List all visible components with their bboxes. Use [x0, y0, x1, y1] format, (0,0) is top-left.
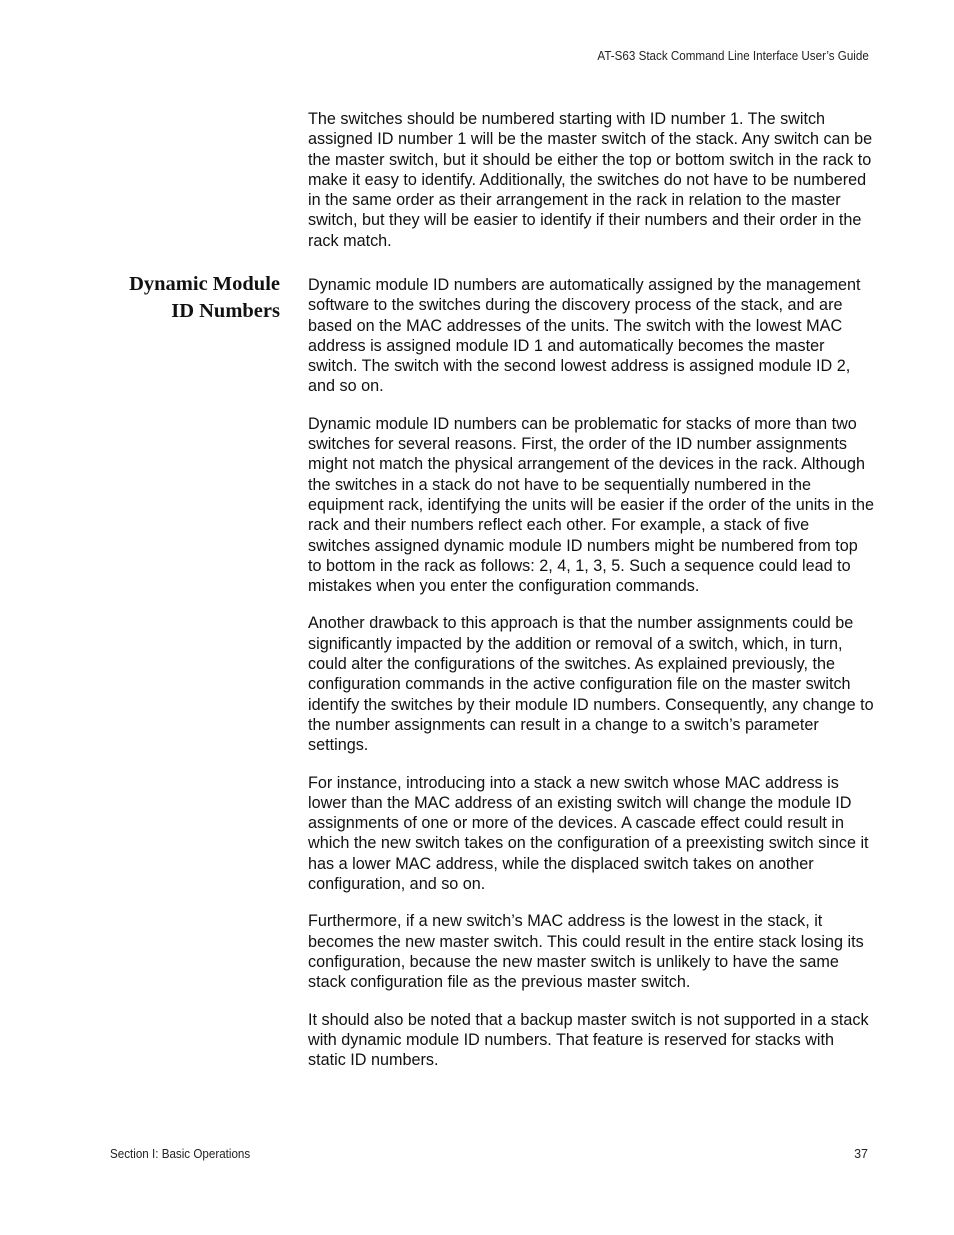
section-paragraph-6: It should also be noted that a backup master switch is not supported in a stack with dynamic module ID numbers. That feature is reserved for stacks with static ID numbers.	[308, 1010, 869, 1070]
intro-paragraph: The switches should be numbered starting with ID number 1. The switch assigned ID number 1 will be the master switch of the stack. Any switch can be the master switch, but it should be either the top or bottom switch in the rack to make it easy to identify. Additionally, the switches do not have to be numbered in the same order as their arrangement in the rack in relation to the master switch, but they will be easier to identify if their numbers and their order in the rack match.	[308, 110, 873, 250]
section-paragraph-1: Dynamic module ID numbers are automatically assigned by the management software to the switches during the discovery process of the stack, and are based on the MAC addresses of the units. The switch with the lowest MAC address is assigned module ID 1 and automatically becomes the master switch. The switch with the second lowest address is assigned module ID 2, and so on.	[308, 276, 861, 396]
section-body	[308, 275, 874, 1070]
section-heading	[80, 271, 280, 325]
intro-text-block	[308, 109, 874, 251]
footer-section-label: Section I: Basic Operations	[110, 1147, 251, 1161]
page-number: 37	[854, 1147, 868, 1161]
section-paragraph-2: Dynamic module ID numbers can be problematic for stacks of more than two switches for several reasons. First, the order of the ID number assignments might not match the physical arrangement of the devices in the rack. Although the switches in a stack do not have to be sequentially numbered in the equipment rack, identifying the units will be easier if the order of the units in the rack and their numbers reflect each other. For example, a stack of five switches assigned dynamic module ID numbers might be numbered from top to bottom in the rack as follows: 2, 4, 1, 3, 5. Such a sequence could lead to mistakes when you enter the configuration commands.	[308, 414, 874, 596]
section-paragraph-3: Another drawback to this approach is that the number assignments could be significantly impacted by the addition or removal of a switch, which, in turn, could alter the configurations of the switches. As explained previously, the configuration commands in the active configuration file on the master switch identify the switches by their module ID numbers. Consequently, any change to the number assignments can result in a change to a switch’s parameter settings.	[308, 614, 874, 755]
running-header: AT-S63 Stack Command Line Interface User’s Guide	[597, 49, 869, 63]
section-heading-line-2: ID Numbers	[171, 300, 280, 322]
section-paragraph-5: Furthermore, if a new switch’s MAC address is the lowest in the stack, it becomes the new master switch. This could result in the entire stack losing its configuration, because the new master switch is unlikely to have the same stack configuration file as the previous master switch.	[308, 912, 864, 992]
section-paragraph-4: For instance, introducing into a stack a new switch whose MAC address is lower than the MAC address of an existing switch will change the module ID assignments of one or more of the devices. A cascade effect could result in which the new switch takes on the configuration of a preexisting switch since it has a lower MAC address, while the displaced switch takes on another configuration, and so on.	[308, 773, 869, 894]
section-heading-line-1: Dynamic Module	[129, 273, 280, 295]
